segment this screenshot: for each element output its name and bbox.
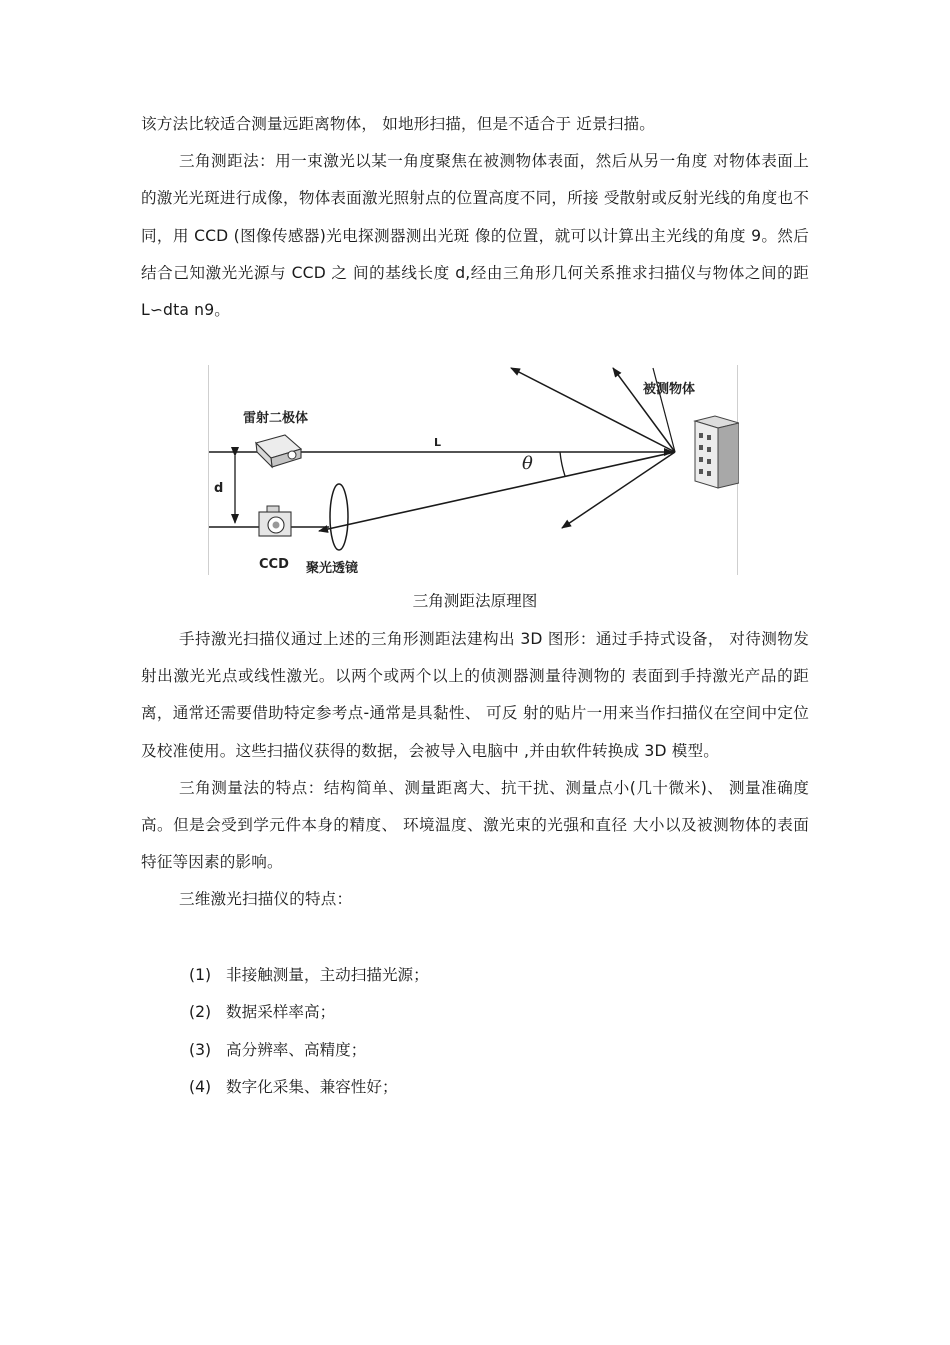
paragraph-triangulation-features: 三角测量法的特点：结构简单、测量距离大、抗干扰、测量点小(几十微米)、 测量准确度高。但是会受到学元件本身的精度、 环境温度、激光束的光强和直径 大小以及被测物体的表面特征等因素的影响。 [141, 778, 809, 872]
figure-caption: 三角测距法原理图 [412, 592, 538, 610]
baseline-label: d [214, 481, 224, 496]
paragraph-handheld-scanner: 手持激光扫描仪通过上述的三角形测距法建构出 3D 图形：通过手持式设备， 对待测物发射出激光光点或线性激光。以两个或两个以上的侦测器测量待测物的 表面到手持激光产品的距离，通常还需要借助特定参考点-通常是具黏性、 可反 射的贴片一用来当作扫描仪在空间中定位及校准使用。这些扫描仪获得的数据，会被导入电脑中 ,并由软件转换成 3D 模型。 [141, 630, 809, 760]
laser-diode-icon [256, 435, 301, 467]
list-item-number: (3) [189, 1041, 212, 1059]
triangulation-diagram [208, 365, 738, 575]
bottom-text [141, 621, 809, 919]
list-item-number: (2) [189, 1003, 212, 1021]
paragraph-scanner-features-heading: 三维激光扫描仪的特点： [179, 890, 353, 909]
object-building-icon [695, 416, 739, 488]
top-text [141, 106, 809, 329]
list-item-text: 高分辨率、高精度； [226, 1041, 367, 1059]
ccd-label: CCD [259, 557, 289, 572]
reflected-ray [319, 452, 675, 531]
scatter-ray-downleft [562, 452, 675, 528]
list-item-text: 数据采样率高； [226, 1003, 336, 1021]
distance-label: L [434, 436, 442, 449]
list-item-number: (4) [189, 1078, 212, 1096]
angle-label: θ [522, 453, 533, 474]
laser-diode-label: 雷射二极体 [243, 411, 309, 426]
paragraph-triangulation: 三角测距法：用一束激光以某一角度聚焦在被测物体表面，然后从另一角度 对物体表面上的激光光斑进行成像，物体表面激光照射点的位置高度不同，所接 受散射或反射光线的角度也不同，用 CCD (图像传感器)光电探测器测出光斑 像的位置，就可以计算出主光线的角度 9。然后结合己知激光光源与 CCD 之 间的基线长度 d,经由三角形几何关系推求扫描仪与物体之间的距 L∽dta n9。 [141, 152, 809, 320]
list-item [189, 1035, 366, 1065]
list-item-text: 非接触测量，主动扫描光源； [226, 966, 429, 984]
list-item [189, 1072, 398, 1102]
lens-label: 聚光透镜 [306, 561, 359, 576]
paragraph-method-suitability: 该方法比较适合测量远距离物体， 如地形扫描，但是不适合于 近景扫描。 [141, 115, 656, 133]
ccd-camera-icon [259, 506, 291, 536]
focusing-lens [330, 484, 348, 550]
object-label: 被测物体 [643, 382, 696, 397]
list-item [189, 960, 429, 990]
list-item [189, 997, 335, 1027]
list-item-number: (1) [189, 966, 212, 984]
list-item-text: 数字化采集、兼容性好； [226, 1078, 398, 1096]
angle-arc [560, 452, 565, 476]
